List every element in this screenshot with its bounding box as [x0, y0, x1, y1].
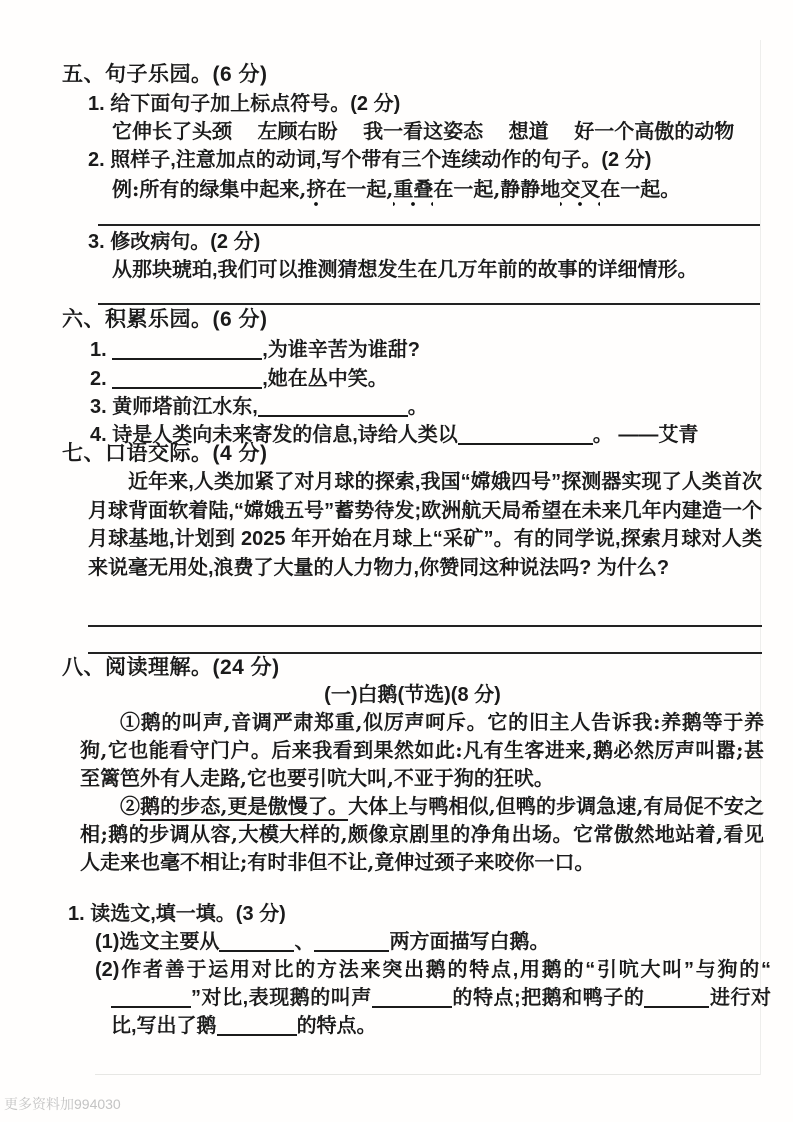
section5-q2-example — [112, 175, 680, 203]
section-7-title: 七、口语交际。(4 分) — [62, 442, 268, 465]
answer-line[interactable] — [98, 303, 760, 305]
answer-blank[interactable] — [258, 398, 408, 417]
oral-question-paragraph: 近年来,人类加紧了对月球的探索,我国“嫦娥四号”探测器实现了人类首次月球背面软着陆,“嫦娥五号”蓄势待发;欧洲航天局希望在未来几年内建造一个月球基地,计划到 2025 年开始在月球上“采矿”。有的同学说,探索月球对人类来说毫无用处,浪费了大量的人力物力,你赞同这种说法吗? 为什么? — [88, 471, 762, 579]
answer-blank[interactable] — [644, 989, 709, 1008]
underlined-sentence: 鹅的步态,更是傲慢了。 — [140, 794, 348, 821]
section-6-title: 六、积累乐园。(6 分) — [62, 308, 268, 331]
answer-blank[interactable] — [112, 341, 262, 360]
example-text: 例:所有的绿集中起来, — [112, 177, 307, 201]
question-text: 、 — [294, 931, 315, 953]
answer-blank[interactable] — [458, 426, 593, 445]
bottom-faint-line — [95, 1074, 760, 1075]
fill-item-1 — [90, 336, 420, 364]
watermark: 更多资料加994030 — [4, 1096, 121, 1112]
section5-q1-label: 1. 给下面句子加上标点符号。(2 分) — [88, 93, 401, 115]
fill-item-text: 3. 黄师塔前江水东, — [90, 396, 258, 418]
question-text: (2)作者善于运用对比的方法来突出鹅的特点,用鹅的“引吭大叫”与狗的“ — [95, 959, 771, 981]
question-text: 的特点;把鹅和鸭子的 — [451, 987, 645, 1009]
answer-line[interactable] — [88, 625, 762, 627]
dotted-verb: 挤 — [306, 177, 326, 207]
fill-item-text: ,她在丛中笑。 — [262, 368, 388, 390]
fill-item-text: 2. — [90, 368, 107, 390]
section5-q2-label: 2. 照样子,注意加点的动词,写个带有三个连续动作的句子。(2 分) — [88, 149, 652, 171]
question-text: ”对比,表现鹅的叫声 — [191, 987, 372, 1009]
answer-blank[interactable] — [217, 1017, 297, 1036]
dotted-verb: 交叉 — [560, 177, 600, 207]
reading-q1-sub2 — [95, 956, 771, 1040]
answer-blank[interactable] — [111, 989, 191, 1008]
answer-blank[interactable] — [372, 989, 452, 1008]
question-text: (1)选文主要从 — [95, 931, 220, 953]
fill-item-text: ,为谁辛苦为谁甜? — [262, 339, 421, 361]
question-text: 的特点。 — [296, 1015, 377, 1037]
section5-q1-sentence: 它伸长了头颈 左顾右盼 我一看这姿态 想道 好一个高傲的动物 — [112, 121, 735, 143]
answer-blank[interactable] — [314, 933, 389, 952]
answer-blank[interactable] — [219, 933, 294, 952]
fill-item-text: 4. 诗是人类向未来寄发的信息,诗给人类以 — [90, 424, 458, 446]
question-text: 两方面描写白鹅。 — [389, 931, 550, 953]
answer-line[interactable] — [98, 224, 760, 226]
section-8-title: 八、阅读理解。(24 分) — [62, 656, 280, 679]
fill-item-text: 1. — [90, 339, 107, 361]
fill-item-2 — [90, 365, 388, 393]
fill-item-text: 。 ——艾青 — [592, 424, 699, 446]
question-text: 进行对比,写出了鹅 — [111, 987, 772, 1037]
reading-q1-label: 1. 读选文,填一填。(3 分) — [68, 903, 286, 925]
section5-q3-sentence: 从那块琥珀,我们可以推测猜想发生在几万年前的故事的详细情形。 — [112, 259, 698, 281]
example-text: 在一起, — [326, 177, 394, 201]
example-text: 在一起,静静地 — [433, 177, 561, 201]
fill-item-text: 。 — [407, 396, 428, 418]
passage-paragraph-1: ①鹅的叫声,音调严肃郑重,似厉声呵斥。它的旧主人告诉我:养鹅等于养狗,它也能看守门户。后来我看到果然如此:凡有生客进来,鹅必然厉声叫嚣;甚至篱笆外有人走路,它也要引吭大叫,不亚于狗的狂吠。 — [80, 710, 764, 790]
example-text: 在一起。 — [600, 177, 681, 201]
passage-paragraph-2 — [80, 792, 764, 876]
paragraph-text: 大体上与鸭相似,但鸭的步调急速,有局促不安之相;鹅的步调从容,大模大样的,颇像京剧里的净角出场。它常傲然地站着,看见人走来也毫不相让;有时非但不让,竟伸过颈子来咬你一口。 — [80, 794, 764, 874]
reading-q1-sub1 — [95, 928, 549, 956]
section5-q3-label: 3. 修改病句。(2 分) — [88, 231, 261, 253]
answer-blank[interactable] — [112, 370, 262, 389]
section-5-title: 五、句子乐园。(6 分) — [62, 63, 268, 86]
paragraph-marker: ② — [120, 794, 141, 818]
fill-item-3 — [90, 393, 428, 421]
dotted-verb: 重叠 — [393, 177, 433, 207]
passage-title: (一)白鹅(节选)(8 分) — [324, 684, 501, 706]
